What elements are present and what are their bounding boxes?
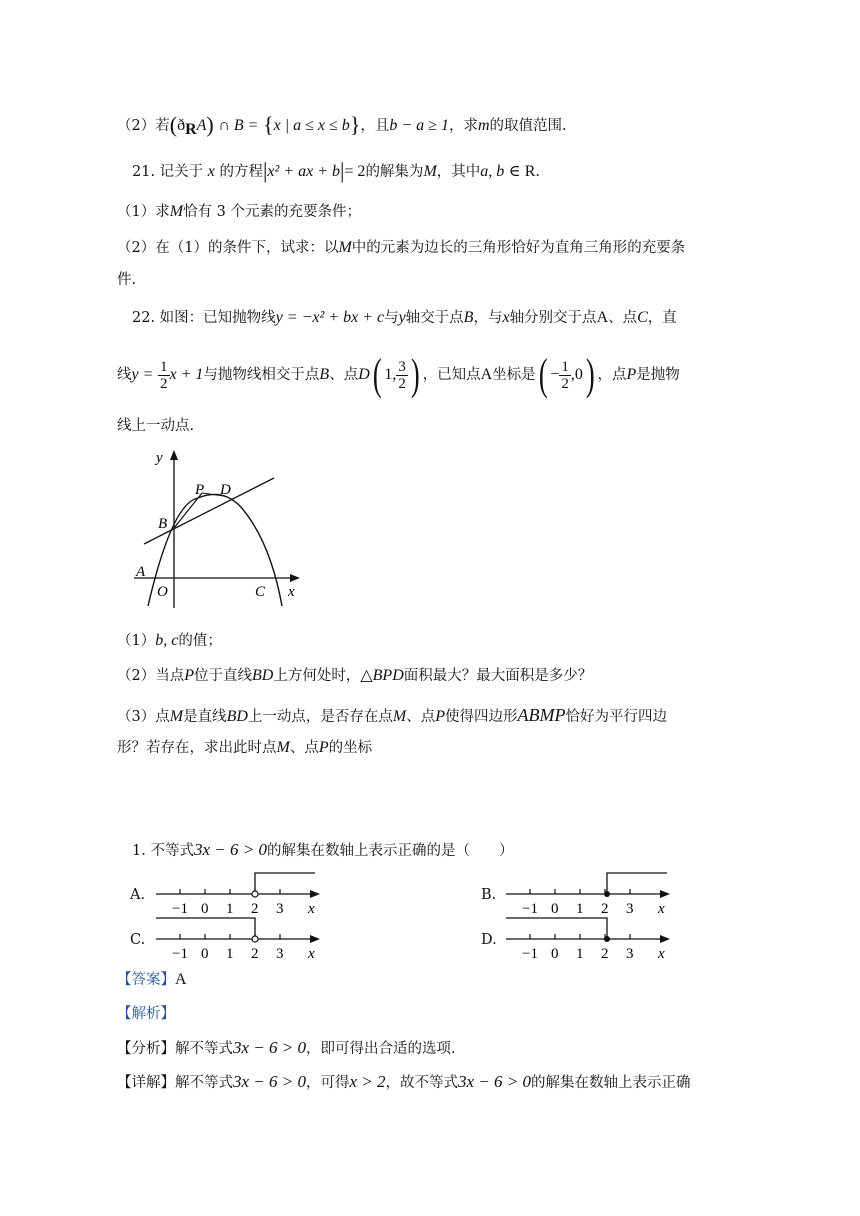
- frac-den: 2: [160, 375, 168, 392]
- xj-text-a: 解不等式: [175, 1075, 233, 1091]
- ticks: [530, 889, 630, 894]
- q22-part3-c: 上一动点，是否存在点: [247, 709, 393, 725]
- point-p: P: [184, 667, 195, 684]
- q22-prefix: 22. 如图：已知抛物线: [132, 310, 276, 326]
- q1-stem-text: 的解集在数轴上表示正确的是（ ）: [266, 843, 514, 859]
- q22-text-g: ，直: [647, 310, 677, 326]
- q22-line1: [132, 308, 677, 328]
- q21-part2-text: 中的元素为边长的三角形恰好为直角三角形的充要条: [351, 240, 686, 256]
- fraction-half: [158, 359, 170, 392]
- point-a: A: [596, 309, 609, 326]
- q22-part3-i: 的坐标: [328, 740, 373, 756]
- q21-mid3: ，其中: [436, 164, 481, 180]
- line-bd: [144, 478, 274, 544]
- var-y: y: [398, 309, 406, 326]
- q22-part2: [117, 666, 592, 686]
- tick-label: 0: [551, 946, 559, 961]
- d-x: 1,: [384, 366, 397, 383]
- q20-part2-label: （2）若: [117, 118, 170, 134]
- q22-part2-c: 上方何处时，: [273, 668, 361, 684]
- xj-text-c: ，故不等式: [385, 1075, 459, 1091]
- q22-text-f: 、点: [608, 310, 638, 326]
- point-m: M: [276, 739, 290, 756]
- inequality: 3x − 6 > 0: [458, 1072, 532, 1091]
- q22-part2-label: （2）当点: [117, 668, 185, 684]
- solution-ray: [255, 873, 315, 894]
- fraction-neg-half: [559, 359, 571, 392]
- q22-l3: 线上一动点.: [117, 418, 195, 434]
- q22-l2-f: ，点: [597, 367, 627, 383]
- answer-value: A: [175, 971, 187, 988]
- frac-num: 3: [398, 358, 406, 375]
- point-c: C: [637, 309, 648, 326]
- q22-line3: [117, 416, 194, 436]
- complement-symbol: ð: [177, 117, 186, 134]
- tick-label: −1: [522, 901, 538, 916]
- q22-l2-b: 与抛物线相交于点: [203, 367, 320, 383]
- q22-part3: [117, 705, 667, 727]
- chord-bp: [174, 493, 202, 528]
- option-b-label[interactable]: B.: [481, 887, 497, 903]
- q21-mid: 的方程: [219, 164, 263, 180]
- eq-rhs: = 2: [344, 163, 366, 180]
- frac-den: 2: [561, 375, 569, 392]
- q22-l2-e: 坐标是: [492, 367, 536, 383]
- tick-label: −1: [172, 901, 188, 917]
- vars-ab: a, b: [480, 163, 505, 180]
- option-d-label[interactable]: D.: [481, 932, 497, 948]
- tick-label: 1: [226, 946, 234, 961]
- q22-l2-prefix: 线: [117, 367, 132, 383]
- q21-stem: 21. 记关于 x 的方程|x² + ax + b|= 2的解集为M，其中a, b ∈ R.: [132, 158, 540, 183]
- quad-abmp: ABMP: [517, 705, 566, 725]
- parabola-figure: [130, 448, 310, 610]
- answer-tag: 【答案】: [117, 972, 175, 988]
- q21-part1-text: 恰有 3 个元素的充要条件；: [183, 204, 362, 220]
- inequality: 3x − 6 > 0: [233, 1038, 306, 1057]
- option-d-numberline[interactable]: [500, 913, 680, 961]
- q22-part2-d: 面积最大？最大面积是多少？: [403, 668, 593, 684]
- tick-label: 3: [626, 901, 634, 916]
- q22-part3-label: （3）点: [117, 709, 170, 725]
- q20-part2: （2）若$(ð_RA)$ ∩ B = {x | a ≤ x ≤ b}，且b − a ≥ 1，求m的取值范围.: [117, 112, 567, 138]
- in-reals: ∈ R: [508, 163, 536, 180]
- fenxi-text-a: 解不等式: [175, 1041, 233, 1057]
- solution-ray: [506, 918, 607, 939]
- q22-part1-text: 的值；: [178, 633, 222, 649]
- axis-label: x: [308, 901, 315, 917]
- tick-label: 1: [576, 901, 584, 916]
- q21-prefix: 21. 记关于: [132, 164, 204, 180]
- line-bd-label: BD: [252, 667, 274, 684]
- label-d: D: [220, 482, 231, 498]
- point-p: P: [435, 708, 445, 725]
- tick-label: 0: [201, 946, 209, 961]
- label-a: A: [136, 564, 146, 580]
- vars-bc: b, c: [155, 632, 179, 649]
- line-bd-label: BD: [226, 708, 248, 725]
- tick-label: 2: [251, 946, 259, 961]
- label-y: y: [156, 450, 163, 466]
- q22-l2-g: 是抛物: [636, 367, 680, 383]
- axis-arrow: [660, 935, 670, 943]
- ticks: [180, 934, 280, 939]
- q21-part1: [117, 202, 361, 222]
- axis-arrow: [310, 935, 320, 943]
- q1-prefix: 1. 不等式: [132, 843, 194, 859]
- xiangjie-line: [117, 1072, 691, 1093]
- frac-num: 1: [561, 358, 569, 375]
- q21-part2-cont: [117, 270, 136, 290]
- intersection-b: ∩ B =: [218, 117, 259, 134]
- q22-part3-h: 、点: [289, 740, 319, 756]
- tick-label: 0: [551, 901, 559, 916]
- set-content: x | a ≤ x ≤ b: [273, 117, 350, 134]
- label-o: O: [157, 584, 168, 600]
- point-d: D: [358, 366, 370, 383]
- point-m: M: [392, 708, 407, 725]
- tick-label: 2: [601, 901, 609, 916]
- q22-part3-cont: [117, 738, 372, 758]
- tick-label: 3: [276, 946, 284, 961]
- axis-label: x: [658, 901, 665, 916]
- tick-label: 0: [201, 901, 209, 917]
- q21-part2: [117, 238, 685, 258]
- q21-mid2: 的解集为: [365, 164, 424, 180]
- point-a: A: [480, 366, 493, 383]
- fenxi-text-b: ，即可得出合适的选项.: [306, 1041, 456, 1057]
- set-m: M: [169, 203, 184, 220]
- q21-end: .: [535, 164, 540, 180]
- closed-endpoint: [604, 936, 610, 942]
- inequality: 3x − 6 > 0: [233, 1072, 306, 1091]
- q22-line2: 线y = $\frac{1}{2}$ x + 1与抛物线相交于点B、点D( 1, $\frac{3}{2}$ ) ，已知点A坐标是( − $\frac{1}{2}$ ,0) ，点P是抛物: [117, 350, 680, 399]
- xiangjie-tag: 【详解】: [117, 1075, 175, 1091]
- triangle-bpd: △BPD: [360, 667, 404, 684]
- axis-label: x: [658, 946, 665, 961]
- analysis-line: [117, 1004, 175, 1024]
- q22-part3-f: 恰好为平行四边: [565, 709, 667, 725]
- frac-den: 2: [398, 375, 406, 392]
- var-x: x: [207, 163, 215, 180]
- q22-part2-b: 位于直线: [194, 668, 253, 684]
- set-m: M: [338, 239, 352, 256]
- q1-stem: [132, 840, 513, 861]
- label-p: P: [195, 482, 205, 498]
- q22-text-c: 轴交于点: [405, 310, 464, 326]
- q20-suffix2: 的取值范围.: [489, 118, 567, 134]
- q22-part3-d: 、点: [406, 709, 436, 725]
- closed-endpoint: [604, 891, 610, 897]
- xj-text-b: ，可得: [306, 1075, 350, 1091]
- fenxi-line: [117, 1038, 456, 1059]
- point-b: B: [463, 309, 474, 326]
- var-x: x: [502, 309, 510, 326]
- q22-l2-d: ，已知点: [422, 367, 481, 383]
- open-endpoint: [252, 891, 258, 897]
- fraction-three-halves: [396, 359, 408, 392]
- option-a-label[interactable]: A.: [130, 887, 146, 903]
- label-x: x: [288, 584, 295, 600]
- q20-mid: ，且: [360, 118, 390, 134]
- q22-part1: [117, 631, 222, 651]
- tick-label: 2: [251, 901, 259, 917]
- answer-line: [117, 970, 187, 990]
- tick-label: 2: [601, 946, 609, 961]
- point-b: B: [319, 366, 330, 383]
- option-b-numberline[interactable]: [500, 868, 680, 916]
- q22-part3-b: 是直线: [183, 709, 227, 725]
- axis-arrow: [310, 890, 320, 898]
- xj-text-d: 的解集在数轴上表示正确: [531, 1075, 691, 1091]
- q22-text-e: 轴分别交于点: [509, 310, 597, 326]
- q21-part1-label: （1）求: [117, 204, 170, 220]
- tick-label: −1: [522, 946, 538, 961]
- tick-label: 3: [626, 946, 634, 961]
- ticks: [180, 889, 280, 894]
- reals-symbol: R: [185, 120, 197, 138]
- ticks: [530, 934, 630, 939]
- parabola-eq: y = −x² + bx + c: [275, 309, 385, 326]
- tick-label: 3: [276, 901, 284, 917]
- option-c-label[interactable]: C.: [130, 932, 146, 948]
- y-axis-arrow: [170, 450, 178, 460]
- q22-part1-label: （1）: [117, 633, 156, 649]
- q21-part2-end: 件.: [117, 272, 137, 288]
- condition-b-minus-a: b − a ≥ 1: [389, 117, 449, 134]
- q22-text-d: ，与: [473, 310, 503, 326]
- axis-label: x: [308, 946, 315, 961]
- frac-num: 1: [160, 358, 168, 375]
- option-c-numberline[interactable]: [150, 913, 330, 961]
- q21-part2-label: （2）在（1）的条件下，试求：以: [117, 240, 339, 256]
- point-m: M: [169, 708, 184, 725]
- label-b: B: [158, 516, 168, 532]
- set-a: A: [196, 117, 207, 134]
- q22-text-b: 与: [384, 310, 399, 326]
- label-c: C: [255, 584, 266, 600]
- var-m: m: [477, 117, 490, 134]
- a-rest: ,0: [570, 366, 583, 383]
- q20-suffix1: ，求: [448, 118, 478, 134]
- point-p: P: [318, 739, 329, 756]
- inequality: 3x − 6 > 0: [193, 840, 267, 859]
- q22-part3-e: 使得四边形: [445, 709, 518, 725]
- solution: x > 2: [349, 1072, 386, 1091]
- tick-label: 1: [226, 901, 234, 917]
- solution-ray: [607, 873, 667, 894]
- x-axis-arrow: [290, 574, 300, 582]
- line-rest: x + 1: [169, 366, 204, 383]
- set-m: M: [423, 163, 437, 180]
- point-p: P: [626, 366, 637, 383]
- axis-arrow: [660, 890, 670, 898]
- tick-label: 1: [576, 946, 584, 961]
- tick-label: −1: [172, 946, 188, 961]
- open-endpoint: [252, 936, 258, 942]
- minus-sign: −: [550, 366, 560, 383]
- fenxi-tag: 【分析】: [117, 1041, 175, 1057]
- line-y: y =: [131, 366, 154, 383]
- q22-l2-c: 、点: [329, 367, 359, 383]
- abs-expression: x² + ax + b: [267, 163, 340, 180]
- q22-part3-g: 形？若存在，求出此时点: [117, 740, 277, 756]
- analysis-tag: 【解析】: [117, 1006, 175, 1022]
